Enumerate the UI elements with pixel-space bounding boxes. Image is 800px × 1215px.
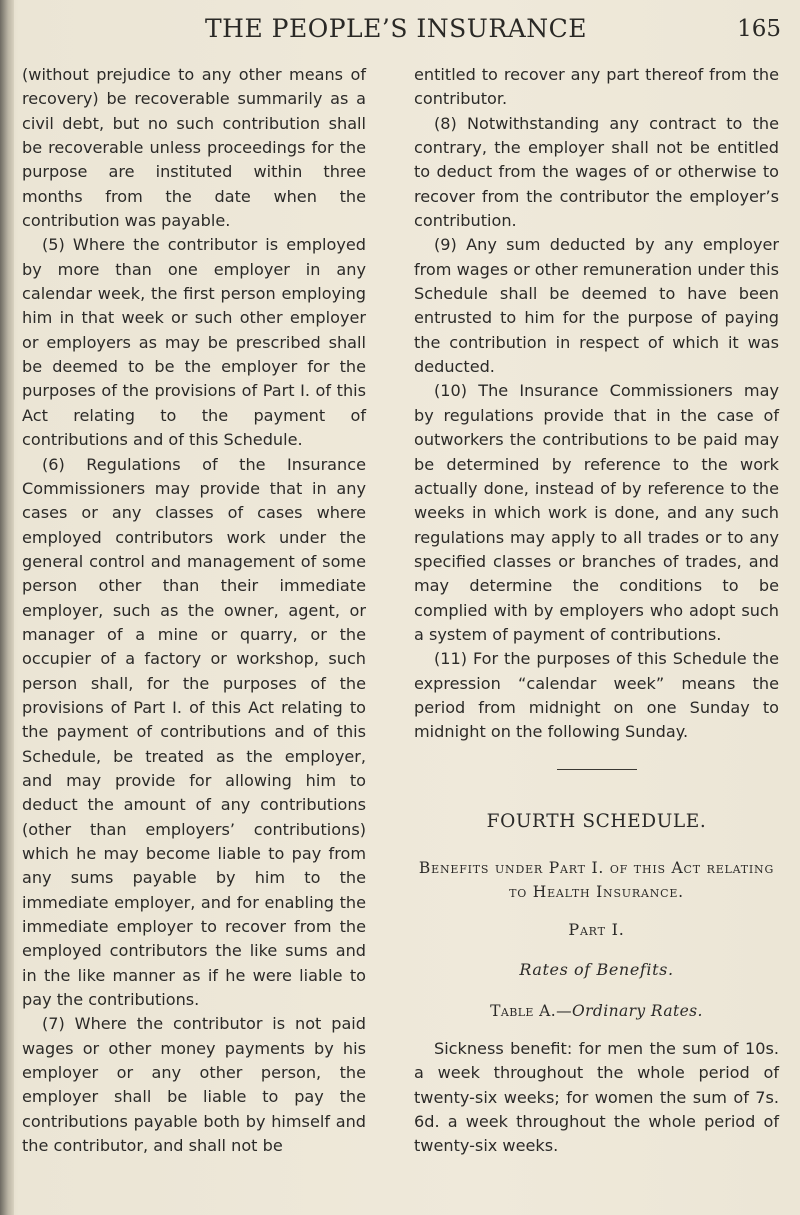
paragraph-6: (6) Regulations of the Insurance Commissioners may provide that in any cases or any classes of cases where employed contributors work under the general control and management of some person other than their immediate employer, such as the owner, agent, or manager of a mine or quarry, or the occupier of a factory or workshop, such person shall, for the purposes of the provisions of Part I. of this Act relating to the payment of contributions and of this Schedule, be treated as the employer, and may provide for allowing him to deduct the amount of any contributions (other than employers’ contributions) which he may become liable to pay from any sums payable by him to the immediate employer, and for enabling the immediate employer to recover from the employed contributors the like sums and in the like manner as if he were liable to pay the contributions. xyxy=(22,454,366,1010)
table-label: Table A.— xyxy=(490,1001,572,1020)
rates-heading: Rates of Benefits. xyxy=(519,960,674,980)
book-spine-shadow xyxy=(0,0,14,1215)
left-column xyxy=(22,63,366,1158)
paragraph-11: (11) For the purposes of this Schedule the expression “calendar week” means the period from midnight on one Sunday to midnight on the following Sunday. xyxy=(414,649,779,742)
paragraph-9: (9) Any sum deducted by any employer from wages or other remuneration under this Schedule shall be deemed to have been entrusted to him for the purpose of paying the contribution in respect of which it was deducted. xyxy=(414,235,779,377)
paragraph-7-continued: entitled to recover any part thereof from the contributor. xyxy=(414,65,779,109)
part-heading: Part I. xyxy=(568,919,625,939)
sickness-benefit-paragraph: Sickness benefit: for men the sum of 10s. a week throughout the whole period of twenty-six weeks; for women the sum of 7s. 6d. a week throughout the whole period of twenty-six weeks. xyxy=(414,1039,779,1156)
right-column xyxy=(414,63,779,1159)
paragraph-5: (5) Where the contributor is employed by more than one employer in any calendar week, the first person employing him in that week or such other employer or employers as may be prescribed shall be deemed to be the employer for the purposes of the provisions of Part I. of this Act relating to the payment of contributions and of this Schedule. xyxy=(22,235,366,450)
running-title: THE PEOPLE’S INSURANCE xyxy=(205,14,588,43)
paragraph-continuation: (without prejudice to any other means of recovery) be recoverable summarily as a civil debt, but no such contribution shall be recoverable unless proceedings for the purpose are instituted within three months from the date when the contribution was payable. xyxy=(22,65,366,231)
paragraph-8: (8) Notwithstanding any contract to the contrary, the employer shall not be entitled to deduct from the wages of or otherwise to recover from the contributor the employer’s contribution. xyxy=(414,113,779,231)
section-divider xyxy=(557,769,637,770)
paragraph-7: (7) Where the contributor is not paid wages or other money payments by his employer or any other person, the employer shall be liable to pay the contributions payable both by himself and the contributor, and shall not be xyxy=(22,1014,366,1156)
table-heading xyxy=(414,999,779,1023)
page-header xyxy=(0,14,800,50)
paragraph-10: (10) The Insurance Commissioners may by regulations provide that in the case of outworkers the contributions to be paid may be determined by reference to the work actually done, instead of by reference to the weeks in which work is done, and any such regulations may apply to all trades or to any specified classes or branches of trades, and may determine the conditions to be complied with by employers who adopt such a system of payment of contributions. xyxy=(414,381,779,644)
page-number: 165 xyxy=(737,16,781,42)
schedule-title: FOURTH SCHEDULE. xyxy=(486,810,707,832)
schedule-subtitle: Benefits under Part I. of this Act relating to Health Insurance. xyxy=(418,858,775,901)
table-name: Ordinary Rates. xyxy=(571,1001,703,1020)
